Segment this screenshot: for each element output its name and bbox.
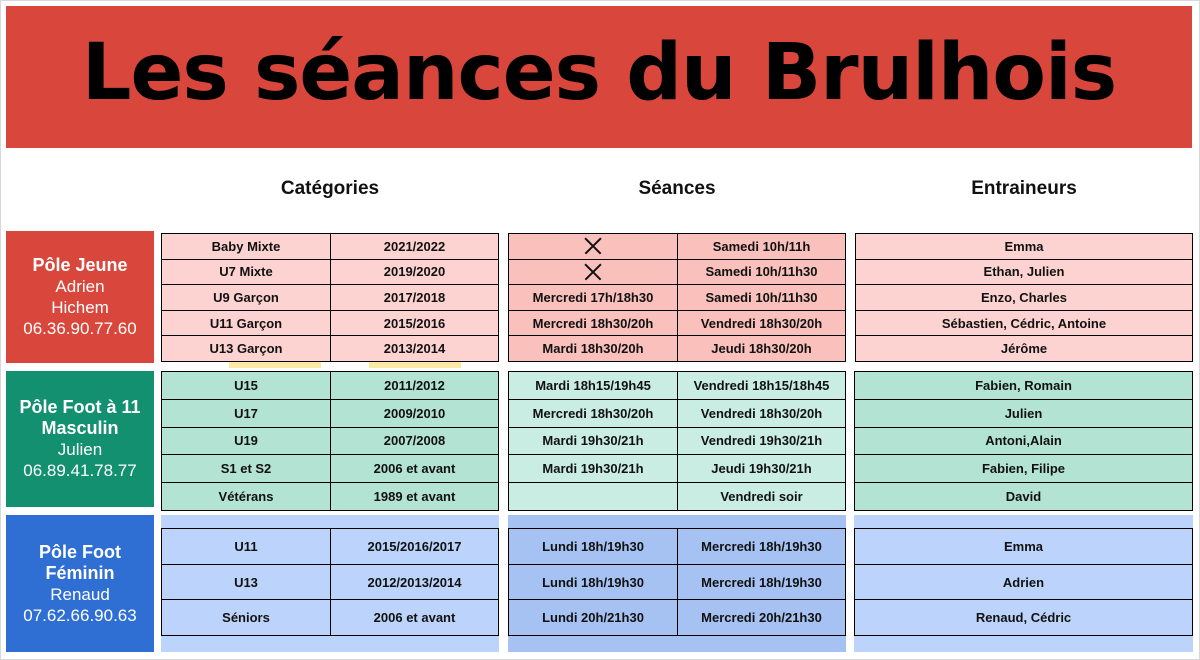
category-cell: U9 Garçon — [161, 284, 331, 311]
cross-icon — [584, 263, 602, 281]
pole-jeune-name: Pôle Jeune — [32, 255, 128, 275]
highlight-mark — [229, 362, 321, 368]
category-cell: U15 — [161, 371, 331, 400]
category-cell: U7 Mixte — [161, 259, 331, 286]
session-cell: Vendredi 18h30/20h — [677, 310, 846, 337]
pole-feminin-contact: Renaud — [50, 584, 110, 604]
session-cell: Mardi 19h30/21h — [508, 454, 678, 483]
session-cell — [508, 259, 678, 286]
coach-cell: Julien — [854, 399, 1193, 428]
years-cell: 2015/2016 — [330, 310, 499, 337]
years-cell: 2015/2016/2017 — [330, 528, 499, 565]
foot11-seances-table — [509, 372, 846, 511]
session-cell: Lundi 18h/19h30 — [508, 528, 678, 565]
session-cell: Mercredi 18h/19h30 — [677, 528, 846, 565]
coach-cell: Fabien, Filipe — [854, 454, 1193, 483]
years-cell: 2019/2020 — [330, 259, 499, 286]
years-cell: 2006 et avant — [330, 454, 499, 483]
pole-jeune-phone: 06.36.90.77.60 — [23, 319, 137, 338]
feminin-categories-table — [162, 529, 499, 636]
coach-cell: Antoni,Alain — [854, 427, 1193, 456]
session-cell: Jeudi 18h30/20h — [677, 335, 846, 362]
session-cell: Vendredi 18h30/20h — [677, 399, 846, 428]
years-cell: 2013/2014 — [330, 335, 499, 362]
session-cell: Samedi 10h/11h — [677, 233, 846, 260]
coach-cell: Jérôme — [855, 335, 1193, 362]
feminin-seances-table — [509, 529, 846, 636]
coach-cell: Emma — [854, 528, 1193, 565]
coach-cell: Sébastien, Cédric, Antoine — [855, 310, 1193, 337]
pole-jeune-contact: Adrien — [55, 277, 105, 296]
header-categories: Catégories — [280, 178, 380, 199]
session-cell: Vendredi soir — [677, 482, 846, 511]
category-cell: U13 Garçon — [161, 335, 331, 362]
coach-cell: Renaud, Cédric — [854, 599, 1193, 636]
header-entraineurs: Entraineurs — [971, 178, 1077, 199]
session-cell — [508, 233, 678, 260]
coach-cell: Fabien, Romain — [854, 371, 1193, 400]
session-cell — [508, 482, 678, 511]
title-banner — [6, 6, 1192, 148]
session-cell: Mardi 19h30/21h — [508, 427, 678, 456]
pole-foot11-phone: 06.89.41.78.77 — [23, 461, 137, 480]
category-cell: U11 Garçon — [161, 310, 331, 337]
feminin-coaches-table — [855, 529, 1193, 636]
session-cell: Samedi 10h/11h30 — [677, 284, 846, 311]
years-cell: 2007/2008 — [330, 427, 499, 456]
session-cell: Mercredi 18h30/20h — [508, 310, 678, 337]
jeune-seances-table — [509, 234, 846, 362]
years-cell: 2021/2022 — [330, 233, 499, 260]
category-cell: U11 — [161, 528, 331, 565]
pole-feminin-name: Pôle Foot — [39, 541, 121, 562]
category-cell: S1 et S2 — [161, 454, 331, 483]
session-cell: Samedi 10h/11h30 — [677, 259, 846, 286]
years-cell: 2006 et avant — [330, 599, 499, 636]
session-cell: Mercredi 18h30/20h — [508, 399, 678, 428]
category-cell: Baby Mixte — [161, 233, 331, 260]
page-title: Les séances du Brulhois — [81, 28, 1117, 118]
session-cell: Vendredi 18h15/18h45 — [677, 371, 846, 400]
session-cell: Mercredi 17h/18h30 — [508, 284, 678, 311]
session-cell: Mercredi 18h/19h30 — [677, 564, 846, 601]
header-seances: Séances — [638, 178, 716, 199]
category-cell: Vétérans — [161, 482, 331, 511]
pole-feminin — [6, 515, 154, 652]
category-cell: U13 — [161, 564, 331, 601]
pole-foot11-name: Pôle Foot à 11 — [19, 397, 141, 417]
category-cell: U19 — [161, 427, 331, 456]
pole-foot11-contact: Julien — [57, 440, 103, 459]
years-cell: 2012/2013/2014 — [330, 564, 499, 601]
session-cell: Mardi 18h15/19h45 — [508, 371, 678, 400]
years-cell: 1989 et avant — [330, 482, 499, 511]
session-cell: Lundi 18h/19h30 — [508, 564, 678, 601]
category-cell: Séniors — [161, 599, 331, 636]
pole-jeune-contact2: Hichem — [51, 298, 109, 317]
pole-jeune — [6, 231, 154, 363]
session-cell: Mercredi 20h/21h30 — [677, 599, 846, 636]
foot11-coaches-table — [855, 372, 1193, 511]
years-cell: 2017/2018 — [330, 284, 499, 311]
years-cell: 2011/2012 — [330, 371, 499, 400]
cross-icon — [584, 237, 602, 255]
session-cell: Mardi 18h30/20h — [508, 335, 678, 362]
pole-foot11 — [6, 371, 154, 507]
coach-cell: Adrien — [854, 564, 1193, 601]
pole-feminin-phone: 07.62.66.90.63 — [23, 605, 137, 625]
pole-feminin-name2: Féminin — [45, 562, 115, 583]
years-cell: 2009/2010 — [330, 399, 499, 428]
foot11-categories-table — [162, 372, 499, 511]
coach-cell: David — [854, 482, 1193, 511]
coach-cell: Emma — [855, 233, 1193, 260]
coach-cell: Ethan, Julien — [855, 259, 1193, 286]
coach-cell: Enzo, Charles — [855, 284, 1193, 311]
category-cell: U17 — [161, 399, 331, 428]
session-cell: Lundi 20h/21h30 — [508, 599, 678, 636]
session-cell: Jeudi 19h30/21h — [677, 454, 846, 483]
jeune-categories-table — [162, 234, 499, 362]
highlight-mark — [369, 362, 461, 368]
session-cell: Vendredi 19h30/21h — [677, 427, 846, 456]
jeune-coaches-table — [856, 234, 1193, 362]
pole-foot11-name2: Masculin — [41, 418, 119, 438]
